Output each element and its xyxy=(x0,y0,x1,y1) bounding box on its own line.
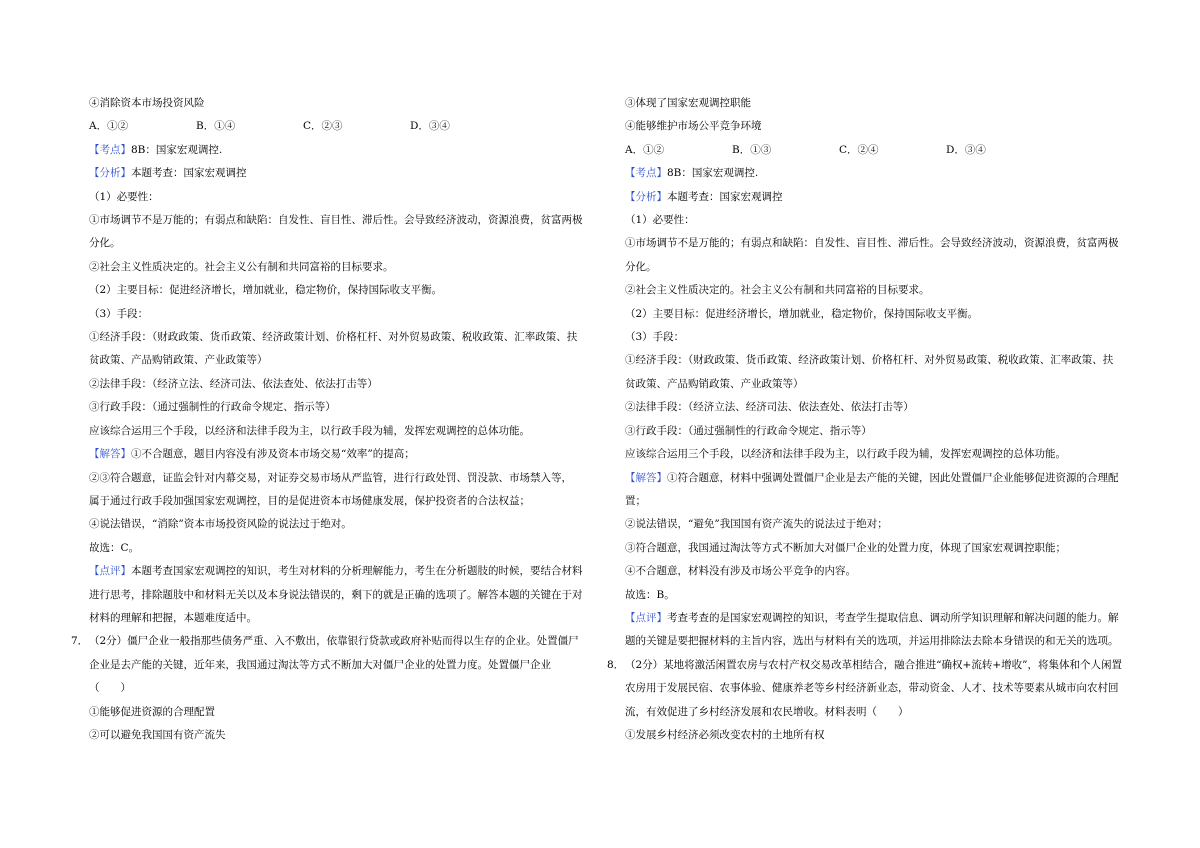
comment-line: 进行思考，排除题肢中和材料无关以及本身说法错误的，剩下的就是正确的选项了。解答本题的关键在于对 xyxy=(89,588,583,601)
option-b: B．①③ xyxy=(732,143,772,156)
comment-line: 材料的理解和把握，本题难度适中。 xyxy=(89,611,257,624)
answer-line: ③符合题意，我国通过淘汰等方式不断加大对僵尸企业的处置力度，体现了国家宏观调控职能； xyxy=(625,541,1066,554)
fenxi-tag: 【分析】 xyxy=(625,190,667,203)
analysis-line: 应该综合运用三个手段，以经济和法律手段为主，以行政手段为辅，发挥宏观调控的总体功能。 xyxy=(89,424,530,437)
analysis-line: ③行政手段：（通过强制性的行政命令规定、指示等） xyxy=(89,401,336,414)
kaodian-tag: 【考点】 xyxy=(89,143,131,156)
question-text: （2分）某地将激活闲置农房与农村产权交易改革相结合，融合推进“确权+流转+增收”，将集体和个人闲置 xyxy=(625,658,1123,671)
question-7-item: ②可以避免我国国有资产流失 xyxy=(89,728,226,741)
answer-line: ④不合题意，材料没有涉及市场公平竞争的内容。 xyxy=(625,565,856,578)
dianping-text: 本题考查国家宏观调控的知识，考生对材料的分析理解能力，考生在分析题肢的时候，要结合材料 xyxy=(131,565,583,578)
question-8-line: 流，有效促进了乡村经济发展和农民增收。材料表明（ ） xyxy=(625,705,909,718)
analysis-line: ①经济手段：（财政政策、货币政策、经济政策计划、价格杠杆、对外贸易政策、税收政策、汇率政策、扶 xyxy=(625,354,1114,367)
question-8-line: 农房用于发展民宿、农事体验、健康养老等乡村经济新业态，带动资金、人才、技术等要素从城市向农村回 xyxy=(625,682,1119,695)
dianping-tag: 【点评】 xyxy=(89,565,131,578)
question-number: 8． xyxy=(607,658,625,671)
analysis-line: ②社会主义性质决定的。社会主义公有制和共同富裕的目标要求。 xyxy=(89,260,394,273)
kaodian-line xyxy=(89,139,591,162)
question-8-item: ①发展乡村经济必须改变农村的土地所有权 xyxy=(625,728,825,741)
question-7-item: ①能够促进资源的合理配置 xyxy=(89,705,215,718)
question-7-blank: （ ） xyxy=(89,682,131,695)
question-8 xyxy=(607,654,1127,748)
question-7-line: 企业是去产能的关键，近年来，我国通过淘汰等方式不断加大对僵尸企业的处置力度。处置僵尸企业 xyxy=(89,658,551,671)
option-c: C．②④ xyxy=(839,143,879,156)
answer-line: ②说法错误，“避免”我国国有资产流失的说法过于绝对； xyxy=(625,518,888,531)
option-b: B．①④ xyxy=(196,120,236,133)
question-7 xyxy=(71,630,591,747)
analysis-line: （3）手段： xyxy=(625,331,685,344)
fenxi-text: 本题考查：国家宏观调控 xyxy=(131,167,247,180)
answer-choice: 故选：C。 xyxy=(89,541,140,554)
analysis-line: ①市场调节不是万能的；有弱点和缺陷：自发性、盲目性、滞后性。会导致经济波动，资源浪费，贫富两极 xyxy=(625,237,1119,250)
jieda-tag: 【解答】 xyxy=(625,471,667,484)
analysis-line: 应该综合运用三个手段，以经济和法律手段为主，以行政手段为辅，发挥宏观调控的总体功能。 xyxy=(625,448,1066,461)
left-column xyxy=(71,92,591,747)
dianping-line xyxy=(89,560,591,583)
jieda-line xyxy=(625,467,1127,490)
analysis-line: （1）必要性： xyxy=(89,190,159,203)
answer-options xyxy=(625,139,1127,162)
dianping-tag: 【点评】 xyxy=(625,611,667,624)
analysis-line: （2）主要目标：促进经济增长，增加就业，稳定物价，保持国际收支平衡。 xyxy=(625,307,979,320)
option-a: A．①② xyxy=(89,120,129,133)
dianping-text: 考查考查的是国家宏观调控的知识，考查学生提取信息、调动所学知识理解和解决问题的能力。解 xyxy=(667,611,1119,624)
right-column xyxy=(607,92,1127,747)
jieda-line xyxy=(89,443,591,466)
analysis-line: （3）手段： xyxy=(89,307,149,320)
option-d: D．③④ xyxy=(410,120,450,133)
answer-line: ②③符合题意，证监会针对内幕交易，对证券交易市场从严监管，进行行政处罚、罚没款、市场禁入等， xyxy=(89,471,572,484)
analysis-line: ②法律手段：（经济立法、经济司法、依法查处、依法打击等） xyxy=(625,401,914,414)
analysis-line: ②法律手段：（经济立法、经济司法、依法查处、依法打击等） xyxy=(89,377,378,390)
kaodian-text: 8B：国家宏观调控. xyxy=(131,143,223,156)
option-c: C．②③ xyxy=(303,120,343,133)
analysis-line: 分化。 xyxy=(89,237,121,250)
answer-line: ④说法错误，“消除”资本市场投资风险的说法过于绝对。 xyxy=(89,518,352,531)
fenxi-tag: 【分析】 xyxy=(89,167,131,180)
analysis-line: （2）主要目标：促进经济增长，增加就业，稳定物价，保持国际收支平衡。 xyxy=(89,284,443,297)
analysis-line: （1）必要性： xyxy=(625,214,695,227)
question-text: （2分）僵尸企业一般指那些债务严重、入不敷出，依靠银行贷款或政府补贴而得以生存的企业。处置僵尸 xyxy=(89,635,579,648)
dianping-line xyxy=(625,607,1127,630)
question-number: 7． xyxy=(71,635,89,648)
analysis-line: 贫政策、产品购销政策、产业政策等） xyxy=(89,354,268,367)
question-8-line xyxy=(607,654,1127,677)
analysis-line: 分化。 xyxy=(625,260,657,273)
comment-line: 题的关键是要把握材料的主旨内容，选出与材料有关的选项，并运用排除法去除本身错误的和无关的选项。 xyxy=(625,635,1119,648)
question-7-line xyxy=(71,630,591,653)
answer-line: 属于通过行政手段加强国家宏观调控，目的是促进资本市场健康发展，保护投资者的合法权益； xyxy=(89,494,530,507)
jieda-tag: 【解答】 xyxy=(89,448,131,461)
kaodian-line xyxy=(625,162,1127,185)
analysis-line: 贫政策、产品购销政策、产业政策等） xyxy=(625,377,804,390)
analysis-line: ②社会主义性质决定的。社会主义公有制和共同富裕的目标要求。 xyxy=(625,284,930,297)
fenxi-line xyxy=(625,186,1127,209)
option-4-text: ④消除资本市场投资风险 xyxy=(89,97,205,109)
kaodian-tag: 【考点】 xyxy=(625,167,667,180)
option-a: A．①② xyxy=(625,143,665,156)
kaodian-text: 8B：国家宏观调控. xyxy=(667,167,759,180)
analysis-line: ①经济手段：（财政政策、货币政策、经济政策计划、价格杠杆、对外贸易政策、税收政策、汇率政策、扶 xyxy=(89,331,578,344)
jieda-text: ①不合题意，题目内容没有涉及资本市场交易“效率”的提高； xyxy=(131,448,415,461)
fenxi-text: 本题考查：国家宏观调控 xyxy=(667,190,783,203)
answer-choice: 故选：B。 xyxy=(625,588,675,601)
analysis-line: ③行政手段：（通过强制性的行政命令规定、指示等） xyxy=(625,424,872,437)
jieda-text: ①符合题意，材料中强调处置僵尸企业是去产能的关键，因此处置僵尸企业能够促进资源的合理配 xyxy=(667,471,1119,484)
option-4-text: ④能够维护市场公平竞争环境 xyxy=(625,120,762,133)
option-3-text: ③体现了国家宏观调控职能 xyxy=(625,97,751,109)
fenxi-line xyxy=(89,162,591,185)
answer-line: 置； xyxy=(625,494,646,507)
option-d: D．③④ xyxy=(946,143,986,156)
answer-options xyxy=(89,115,591,138)
analysis-line: ①市场调节不是万能的；有弱点和缺陷：自发性、盲目性、滞后性。会导致经济波动，资源浪费，贫富两极 xyxy=(89,214,583,227)
